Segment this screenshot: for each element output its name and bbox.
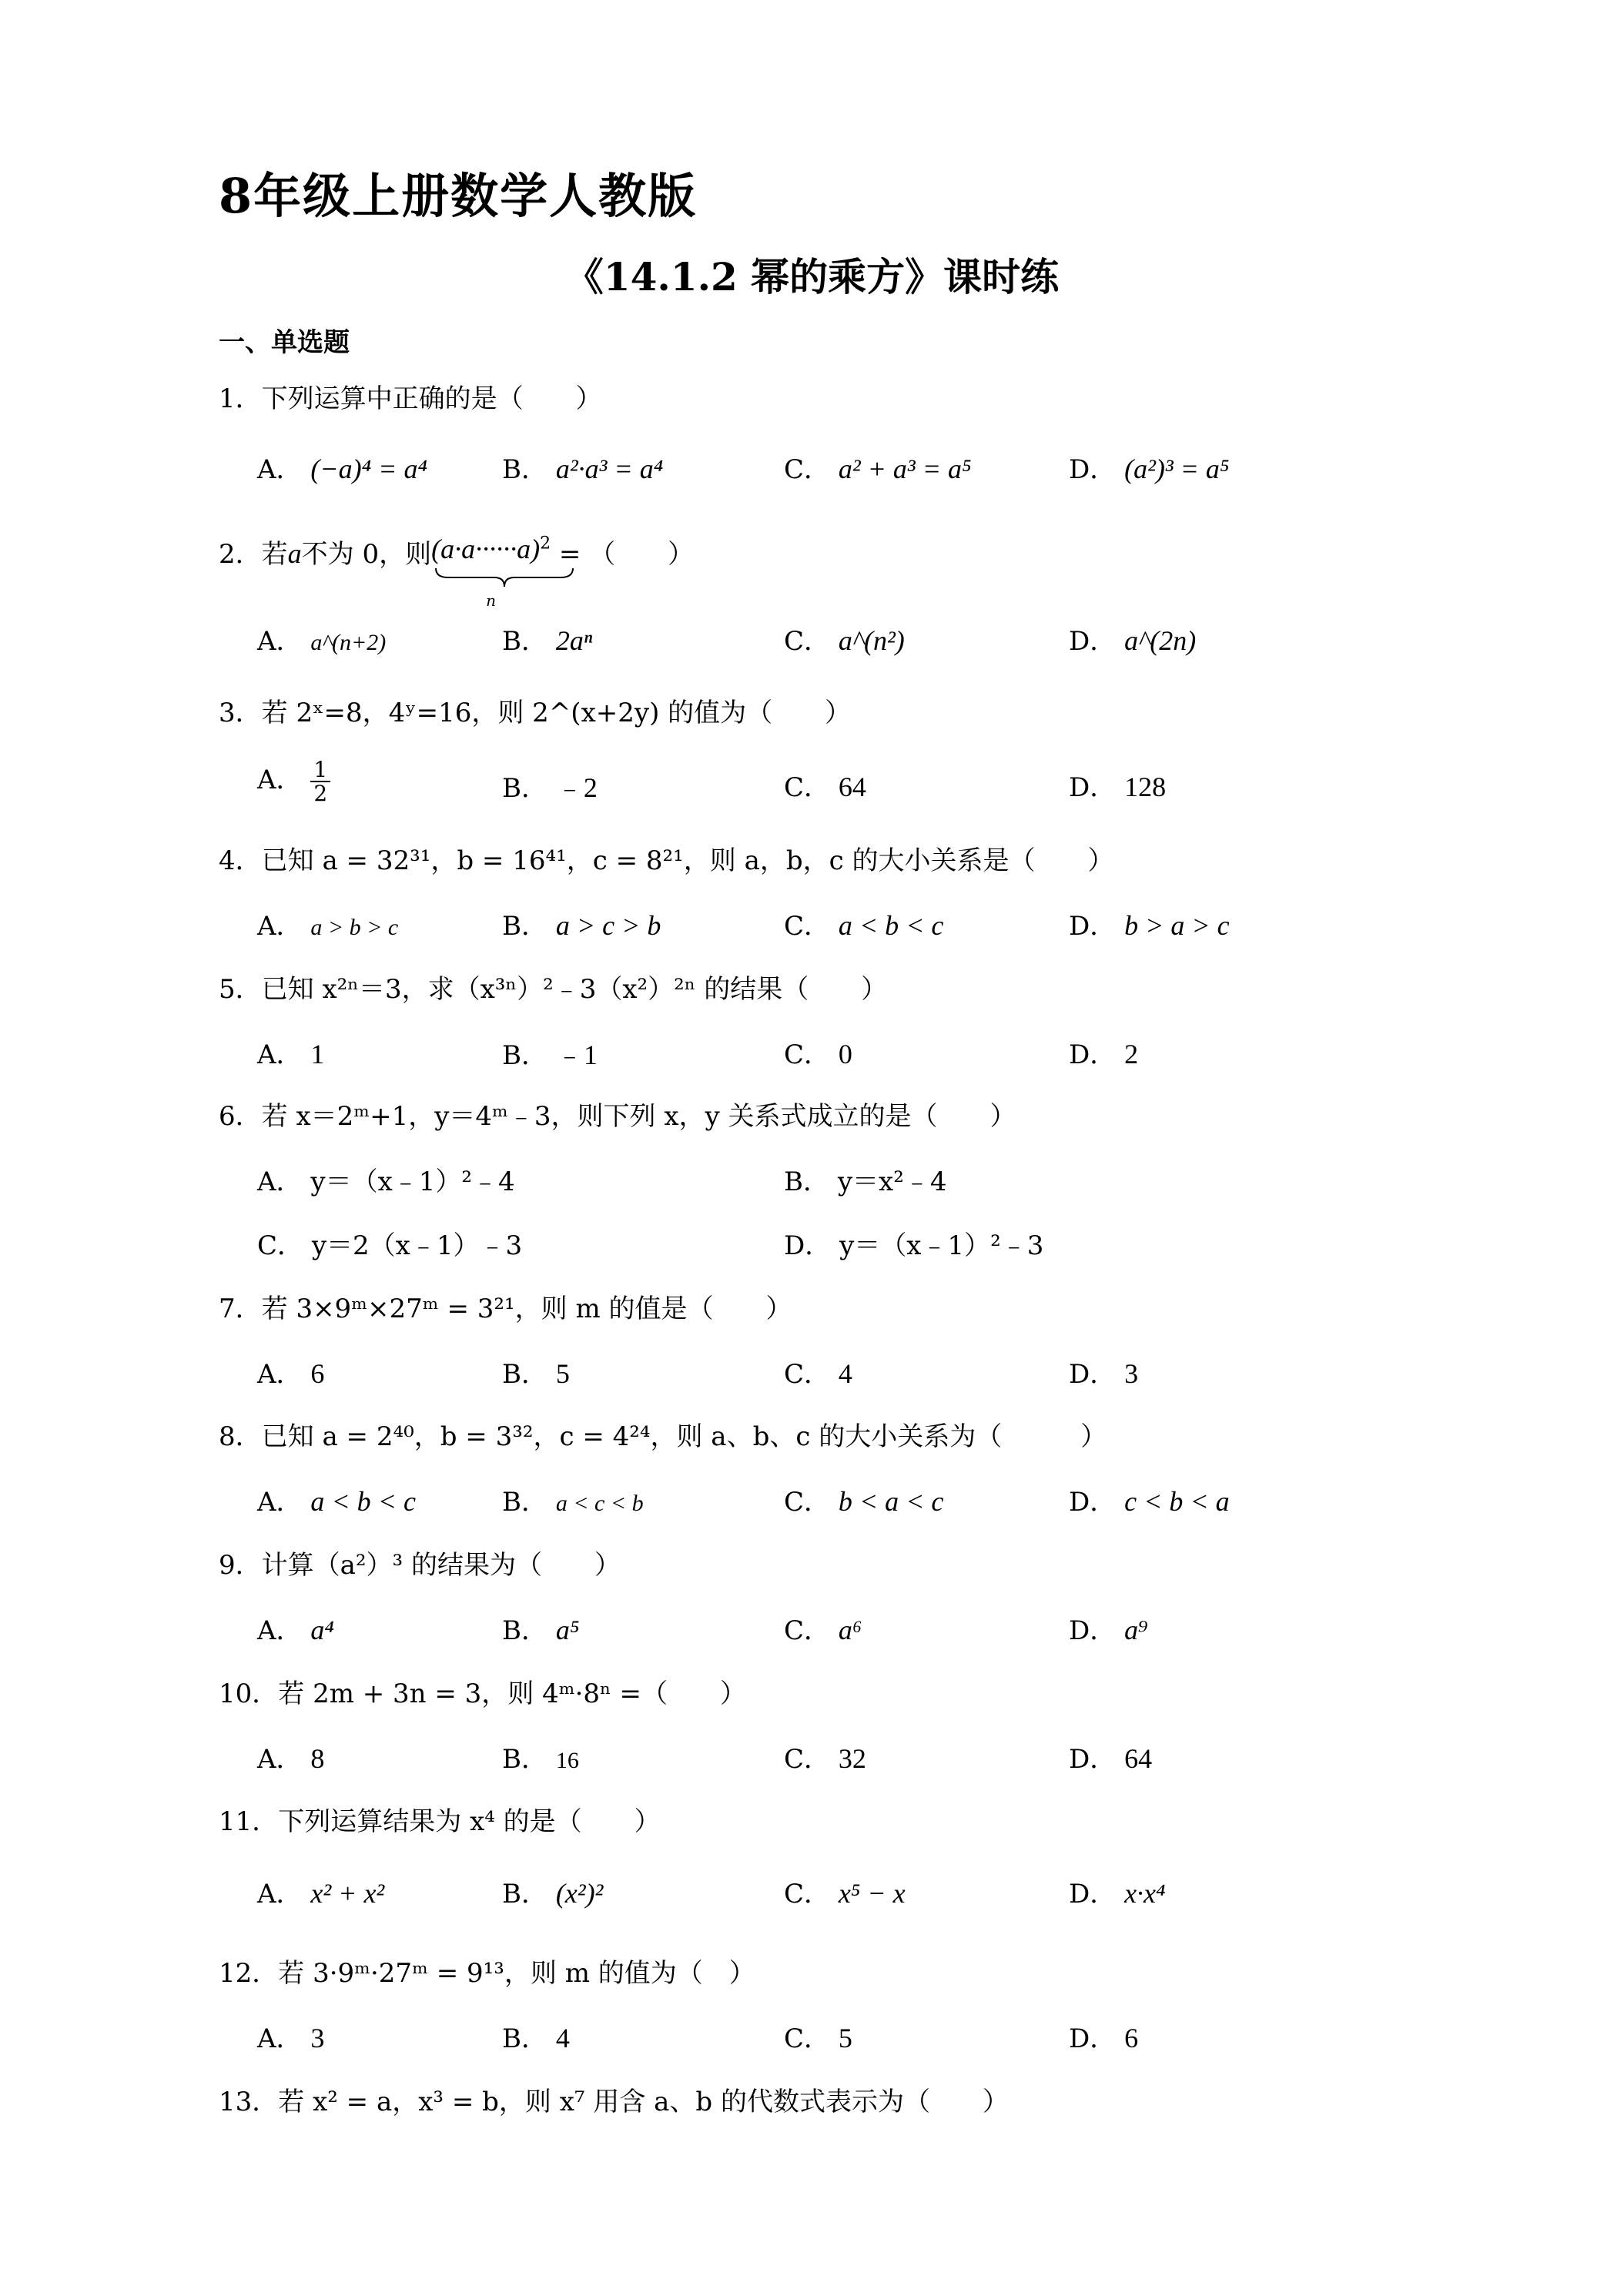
q11-option-d: D． x·x⁴ [1069,1878,1166,1909]
q2-option-b: B． 2aⁿ [502,625,593,657]
q4-option-a: A． a > b > c [257,911,399,942]
q3-option-a: A． $\frac{1}{2}$ [257,758,330,805]
q10-option-c: C． 32 [784,1743,866,1775]
q5-option-d: D． 2 [1069,1039,1139,1070]
question-13-stem: 13．若 x² = a，x³ = b，则 x⁷ 用含 a、b 的代数式表示为（ ） [219,2087,1009,2117]
question-8-stem: 8．已知 a = 2⁴⁰，b = 3³²，c = 4²⁴，则 a、b、c 的大小关系为（ ） [219,1421,1107,1452]
q11-option-a: A． x² + x² [257,1878,385,1909]
q8-option-d: D． c < b < a [1069,1486,1230,1518]
question-10-stem: 10．若 2m + 3n = 3，则 4ᵐ·8ⁿ =（ ） [219,1678,747,1709]
question-2-stem: 2．若a不为 0，则$(a\cdot a\cdot\cdot\cdot\cdot\cdot\cdot a)^2$ n = （ ） [219,534,695,610]
fraction: $\frac{1}{2}$ [310,758,330,805]
underbrace-icon [431,567,578,590]
question-6-stem: 6．若 x＝2ᵐ+1，y＝4ᵐ﹣3，则下列 x，y 关系式成立的是（ ） [219,1101,1016,1132]
page-subtitle: 《14.1.2 幂的乘方》课时练 [564,254,1060,300]
q3-option-c: C． 64 [784,771,866,803]
question-4-stem: 4．已知 a = 32³¹，b = 16⁴¹，c = 8²¹，则 a，b，c 的大小关系是（ ） [219,845,1114,876]
q5-option-c: C． 0 [784,1039,852,1070]
q12-option-c: C． 5 [784,2023,852,2054]
q6-option-c: C． y＝2（x﹣1）﹣3 [257,1230,523,1261]
q5-option-a: A． 1 [257,1039,325,1070]
q4-option-d: D． b > a > c [1069,910,1230,942]
q4-option-b: B． a > c > b [502,910,661,942]
q6-option-a: A． y＝（x﹣1）²﹣4 [257,1166,515,1197]
q12-option-b: B． 4 [502,2023,570,2054]
question-12-stem: 12．若 3·9ᵐ·27ᵐ = 9¹³，则 m 的值为（ ） [219,1958,755,1989]
section-heading: 一、单选题 [219,327,350,358]
q1-option-a: A． (−a)⁴ = a⁴ [257,454,427,485]
q3-option-d: D． 128 [1069,771,1167,803]
q11-option-c: C． x⁵ − x [784,1878,906,1909]
q10-option-b: B． 16 [502,1744,579,1775]
q1-option-d: D． (a²)³ = a⁵ [1069,454,1230,485]
q1-option-c: C． a² + a³ = a⁵ [784,454,972,485]
page-title: 8年级上册数学人教版 [219,168,698,224]
q2-option-c: C． a^(n²) [784,625,905,657]
question-5-stem: 5．已知 x²ⁿ＝3，求（x³ⁿ）²﹣3（x²）²ⁿ 的结果（ ） [219,974,888,1005]
q7-option-b: B． 5 [502,1358,570,1390]
q2-option-d: D． a^(2n) [1069,625,1197,657]
q2-option-a: A． a^(n+2) [257,626,387,657]
q9-option-c: C． a⁶ [784,1615,862,1646]
question-9-stem: 9．计算（a²）³ 的结果为（ ） [219,1550,621,1581]
q4-option-c: C． a < b < c [784,910,944,942]
question-1-stem: 1．下列运算中正确的是（ ） [219,383,602,414]
q6-option-b: B． y＝x²﹣4 [784,1166,947,1197]
q1-option-b: B． a²·a³ = a⁴ [502,454,664,485]
question-3-stem: 3．若 2ˣ=8，4ʸ=16，则 2^(x+2y) 的值为（ ） [219,698,852,728]
q10-option-d: D． 64 [1069,1743,1153,1775]
q7-option-a: A． 6 [257,1358,325,1390]
q11-option-b: B． (x²)² [502,1878,604,1909]
q10-option-a: A． 8 [257,1743,325,1775]
q9-option-a: A． a⁴ [257,1615,334,1646]
q7-option-c: C． 4 [784,1358,852,1390]
q5-option-b: B． ﹣1 [502,1039,598,1071]
q8-option-c: C． b < a < c [784,1486,944,1518]
q9-option-b: B． a⁵ [502,1615,580,1646]
q8-option-b: B． a < c < b [502,1487,644,1518]
q7-option-d: D． 3 [1069,1358,1139,1390]
q12-option-a: A． 3 [257,2023,325,2054]
question-7-stem: 7．若 3×9ᵐ×27ᵐ = 3²¹，则 m 的值是（ ） [219,1294,792,1324]
q12-option-d: D． 6 [1069,2023,1139,2054]
underbrace-expression: $(a\cdot a\cdot\cdot\cdot\cdot\cdot\cdot a)^2$ n [431,533,551,565]
q3-option-b: B． ﹣2 [502,772,598,804]
q8-option-a: A． a < b < c [257,1486,416,1518]
q9-option-d: D． a⁹ [1069,1615,1148,1646]
question-11-stem: 11．下列运算结果为 x⁴ 的是（ ） [219,1806,661,1837]
q6-option-d: D． y＝（x﹣1）²﹣3 [784,1230,1044,1261]
